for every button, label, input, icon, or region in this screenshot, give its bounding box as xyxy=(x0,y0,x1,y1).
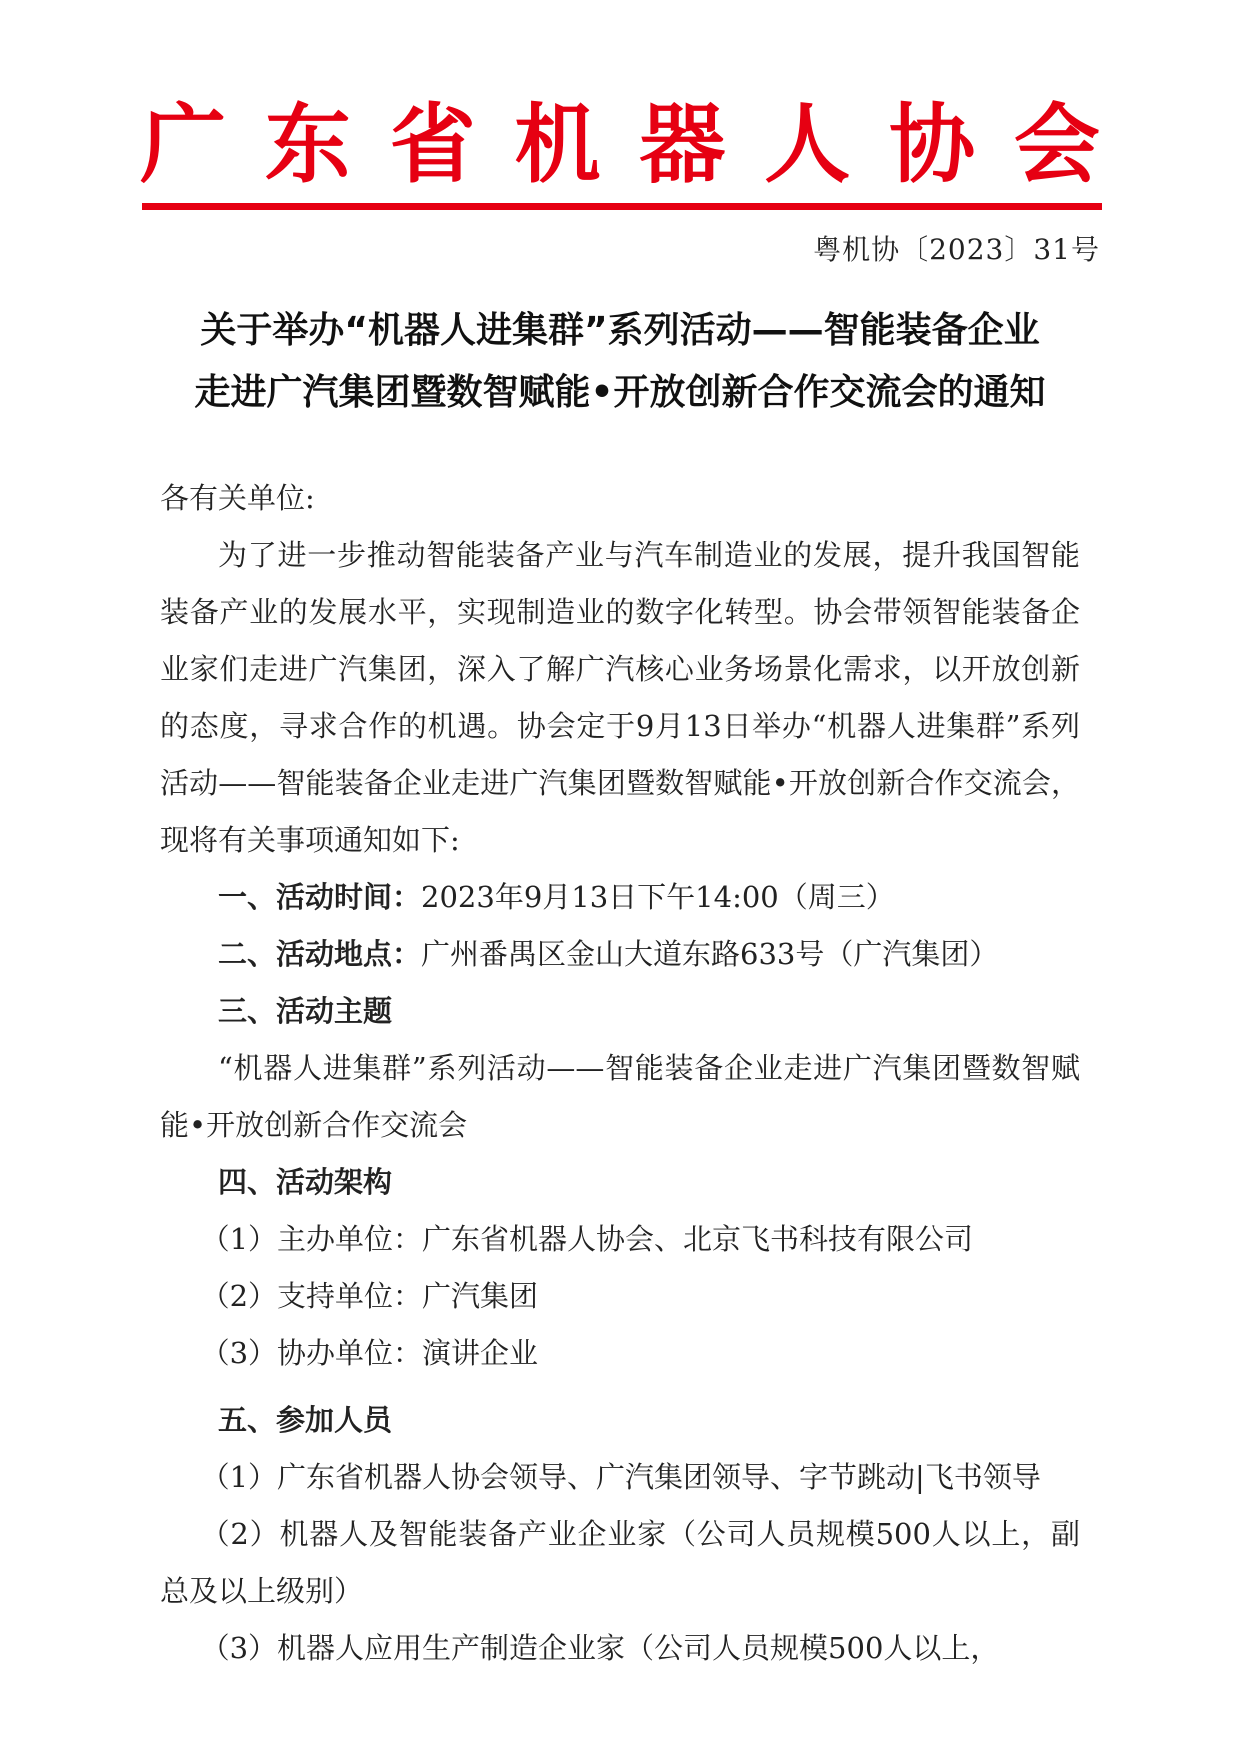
section-theme-text: “机器人进集群”系列活动——智能装备企业走进广汽集团暨数智赋能•开放创新合作交流会 xyxy=(160,1051,1080,1142)
masthead-char: 东 xyxy=(264,94,351,195)
masthead-char: 机 xyxy=(514,94,601,195)
participant-item: （1）广东省机器人协会领导、广汽集团领导、字节跳动|飞书领导 xyxy=(200,1460,1041,1494)
section-structure-heading: 四、活动架构 xyxy=(218,1165,393,1199)
section-place-value: 广州番禺区金山大道东路633号（广汽集团） xyxy=(421,937,999,971)
masthead-char: 广 xyxy=(140,94,226,195)
participant-item: （2）机器人及智能装备产业企业家（公司人员规模500人以上，副总及以上级别） xyxy=(160,1517,1080,1608)
intro-paragraph: 为了进一步推动智能装备产业与汽车制造业的发展，提升我国智能装备产业的发展水平，实现制造业的数字化转型。协会带领智能装备企业家们走进广汽集团，深入了解广汽核心业务场景化需求，以开放创新的态度，寻求合作的机遇。协会定于9月13日举办“机器人进集群”系列活动——智能装备企业走进广汽集团暨数智赋能•开放创新合作交流会，现将有关事项通知如下: xyxy=(160,538,1080,857)
section-time-value: 2023年9月13日下午14:00（周三） xyxy=(421,880,895,914)
letterhead-divider xyxy=(142,203,1102,210)
masthead-char: 会 xyxy=(1013,94,1100,195)
letterhead-masthead xyxy=(140,82,1100,195)
section-time-label: 一、活动时间： xyxy=(218,880,422,914)
structure-item: （2）支持单位：广汽集团 xyxy=(200,1279,539,1313)
document-body xyxy=(160,470,1080,1677)
section-participants-heading: 五、参加人员 xyxy=(218,1403,393,1437)
masthead-char: 人 xyxy=(764,94,851,195)
structure-item: （3）协办单位：演讲企业 xyxy=(200,1336,539,1370)
masthead-char: 省 xyxy=(389,94,476,195)
section-place xyxy=(160,926,1080,983)
title-line-2: 走进广汽集团暨数智赋能•开放创新合作交流会的通知 xyxy=(194,372,1046,413)
section-place-label: 二、活动地点： xyxy=(218,937,422,971)
masthead-char: 协 xyxy=(889,94,976,195)
structure-item: （1）主办单位：广东省机器人协会、北京飞书科技有限公司 xyxy=(200,1222,974,1256)
section-time xyxy=(160,869,1080,926)
title-line-1: 关于举办“机器人进集群”系列活动——智能装备企业 xyxy=(200,310,1040,351)
document-number: 粤机协〔2023〕31号 xyxy=(813,233,1100,266)
section-theme-heading: 三、活动主题 xyxy=(218,994,393,1028)
document-title xyxy=(140,300,1100,424)
masthead-char: 器 xyxy=(639,94,726,195)
salutation: 各有关单位: xyxy=(160,481,315,515)
participant-item: （3）机器人应用生产制造企业家（公司人员规模500人以上， xyxy=(200,1631,1000,1665)
